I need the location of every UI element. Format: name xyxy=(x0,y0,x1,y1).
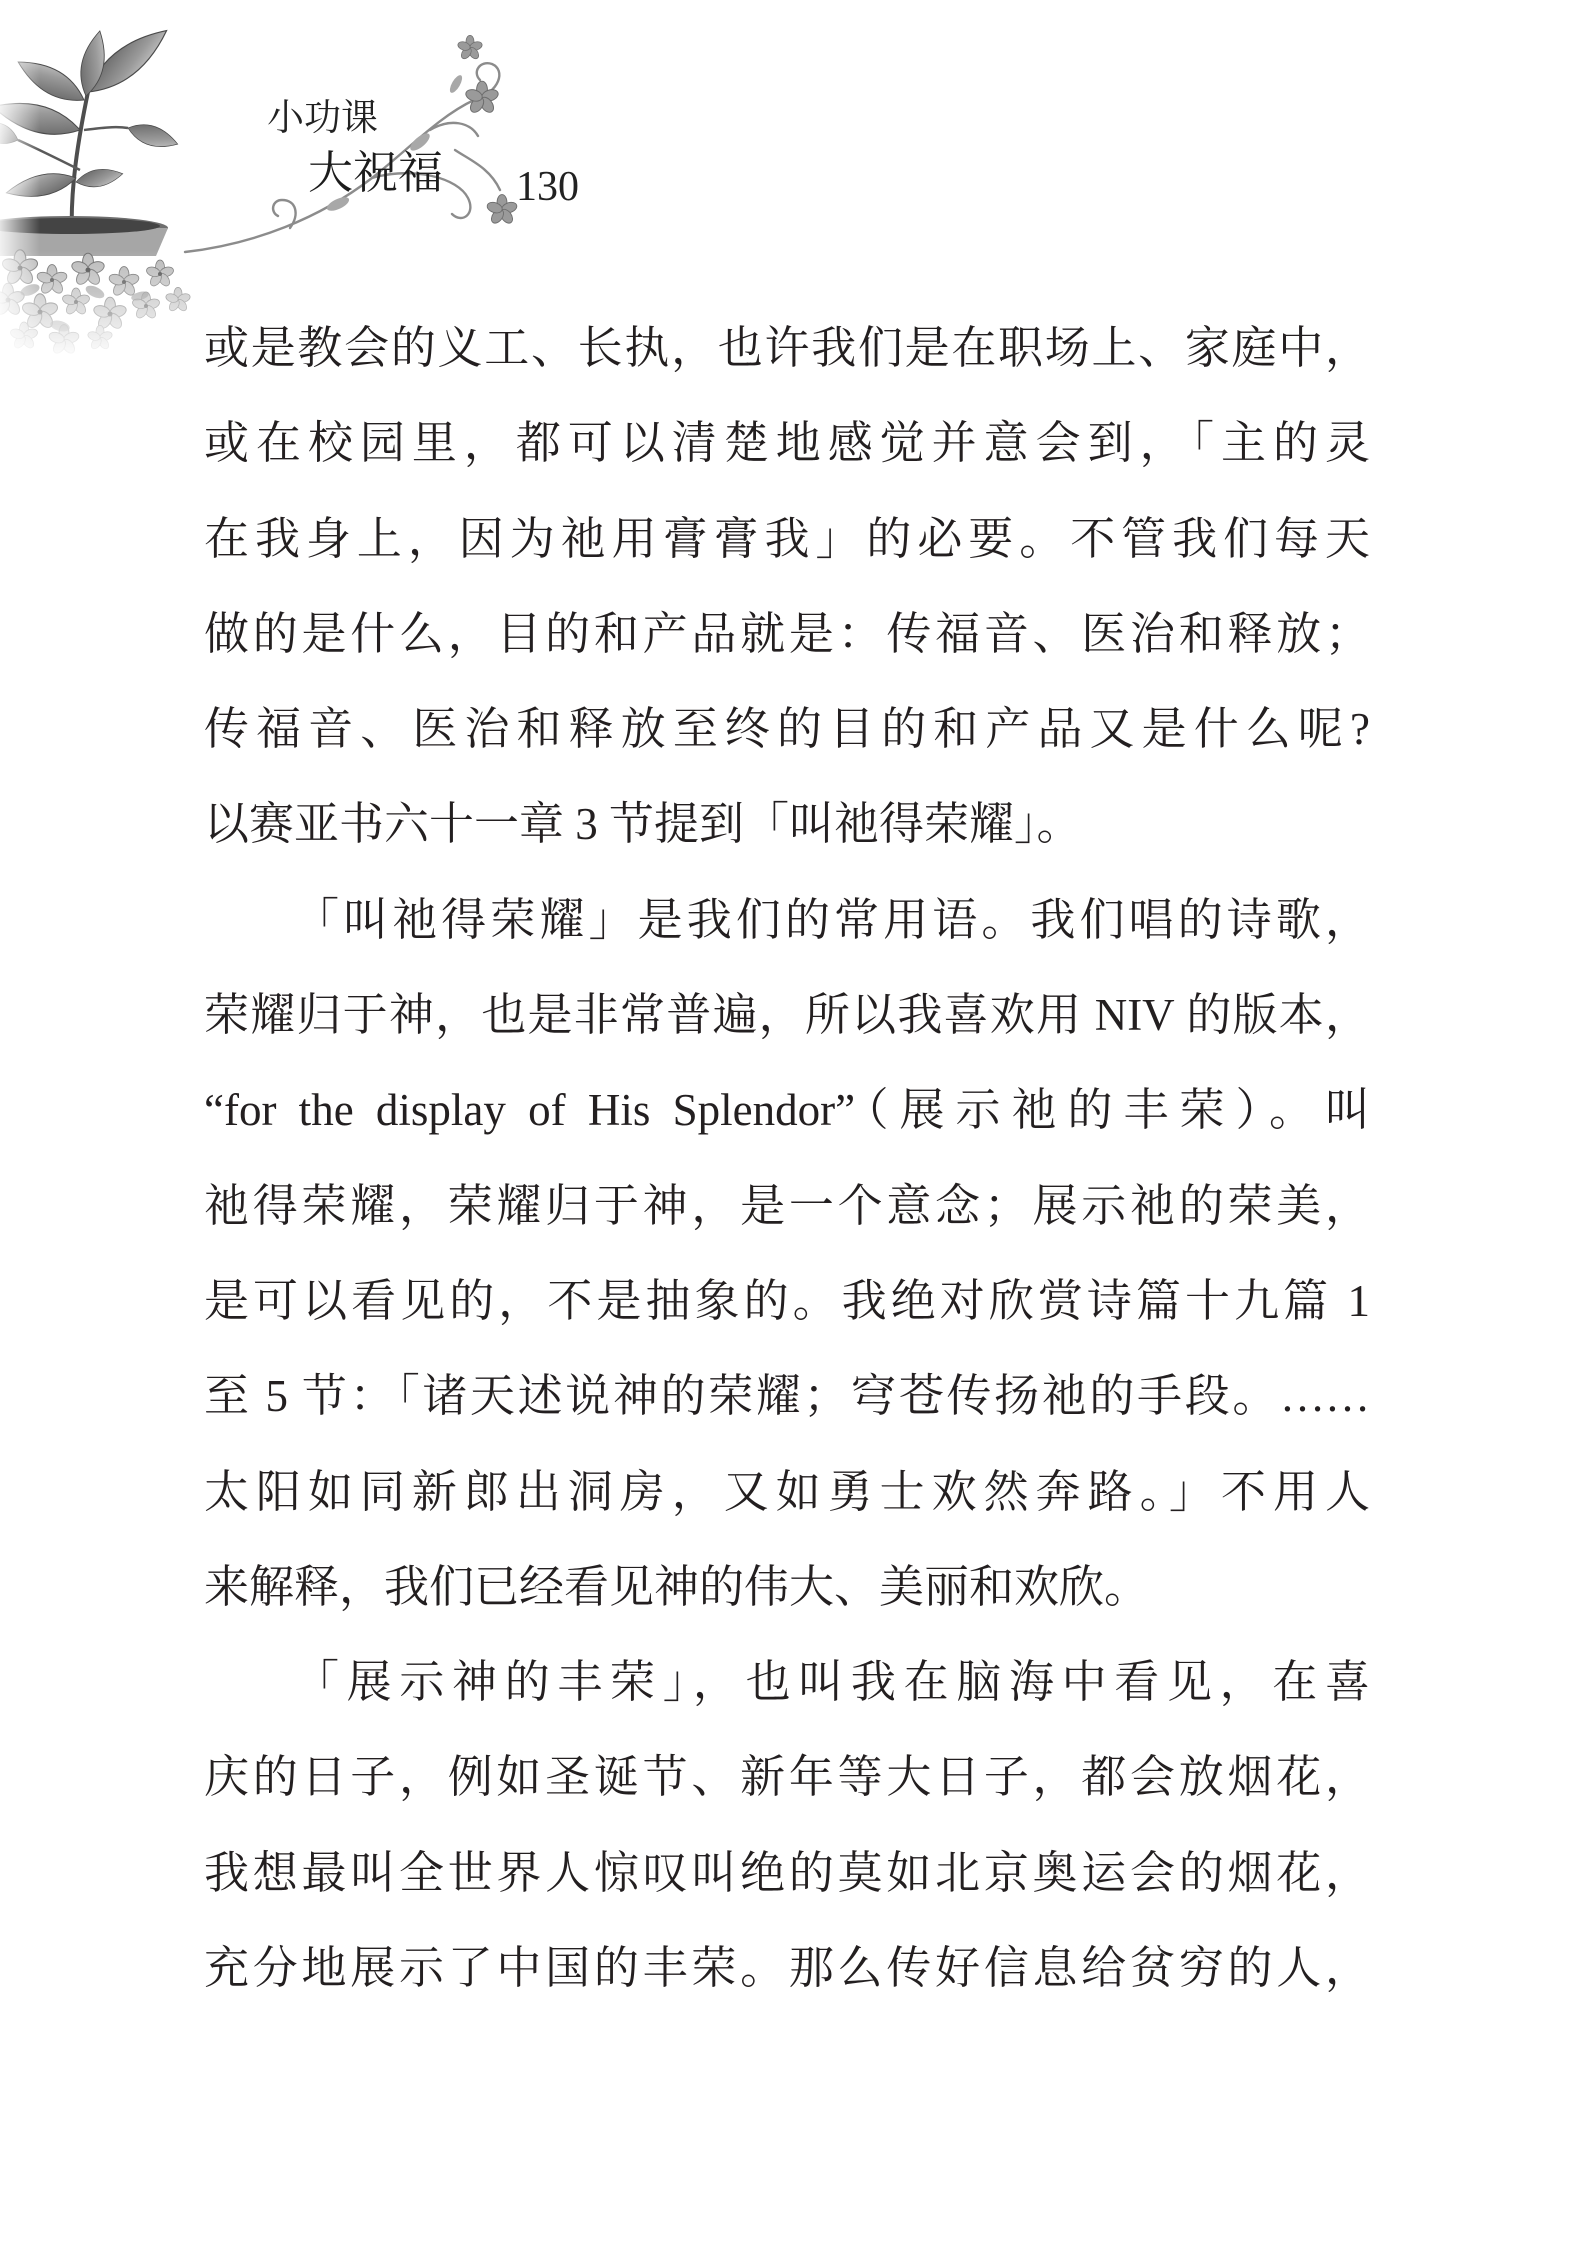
body-line: 或是教会的义工、长执，也许我们是在职场上、家庭中， xyxy=(204,323,1370,373)
body-line: 「叫祂得荣耀」是我们的常用语。我们唱的诗歌， xyxy=(294,894,1370,945)
body-line xyxy=(204,1445,1370,1540)
body-line: 在我身上，因为祂用膏膏我」的必要。不管我们每天 xyxy=(204,513,1370,564)
series-title-small: 小功课 xyxy=(267,96,378,139)
body-line: 或在校园里，都可以清楚地感觉并意会到，「主的灵 xyxy=(204,418,1370,469)
body-line: 以赛亚书六十一章 3 节提到「叫祂得荣耀」。 xyxy=(204,799,1082,850)
body-line: 庆的日子，例如圣诞节、新年等大日子，都会放烟花， xyxy=(204,1752,1370,1803)
body-line: “for the display of His Splendor”（展示祂的丰荣）。叫 xyxy=(204,1085,1370,1136)
body-line: 是可以看见的，不是抽象的。我绝对欣赏诗篇十九篇 1 xyxy=(204,1275,1370,1326)
body-line: 充分地展示了中国的丰荣。那么传好信息给贫穷的人， xyxy=(204,1943,1370,1994)
body-line: 来解释，我们已经看见神的伟大、美丽和欢欣。 xyxy=(204,1561,1150,1612)
series-title-large: 大祝福 xyxy=(308,146,444,199)
body-line-text: 至 5 节：「 xyxy=(204,1371,423,1422)
body-text xyxy=(204,301,1370,2016)
body-line: 传福音、医治和释放至终的目的和产品又是什么呢? xyxy=(204,704,1370,755)
body-line: 祂得荣耀，荣耀归于神，是一个意念；展示祂的荣美， xyxy=(204,1180,1370,1231)
body-line-text: 」不用人 xyxy=(1169,1466,1370,1517)
page-number: 130 xyxy=(516,164,579,210)
scripture-quote: 太阳如同新郎出洞房，又如勇士欢然奔路。 xyxy=(204,1466,1170,1517)
body-line: 荣耀归于神，也是非常普遍，所以我喜欢用 NIV 的版本， xyxy=(204,990,1370,1041)
body-line: 「展示神的丰荣」，也叫我在脑海中看见，在喜 xyxy=(294,1657,1370,1708)
scripture-quote: 诸天述说神的荣耀；穹苍传扬祂的手段。…… xyxy=(422,1371,1370,1422)
body-line: 我想最叫全世界人惊叹叫绝的莫如北京奥运会的烟花， xyxy=(204,1847,1370,1898)
body-line: 做的是什么，目的和产品就是：传福音、医治和释放； xyxy=(204,608,1370,659)
body-line xyxy=(204,1349,1370,1444)
